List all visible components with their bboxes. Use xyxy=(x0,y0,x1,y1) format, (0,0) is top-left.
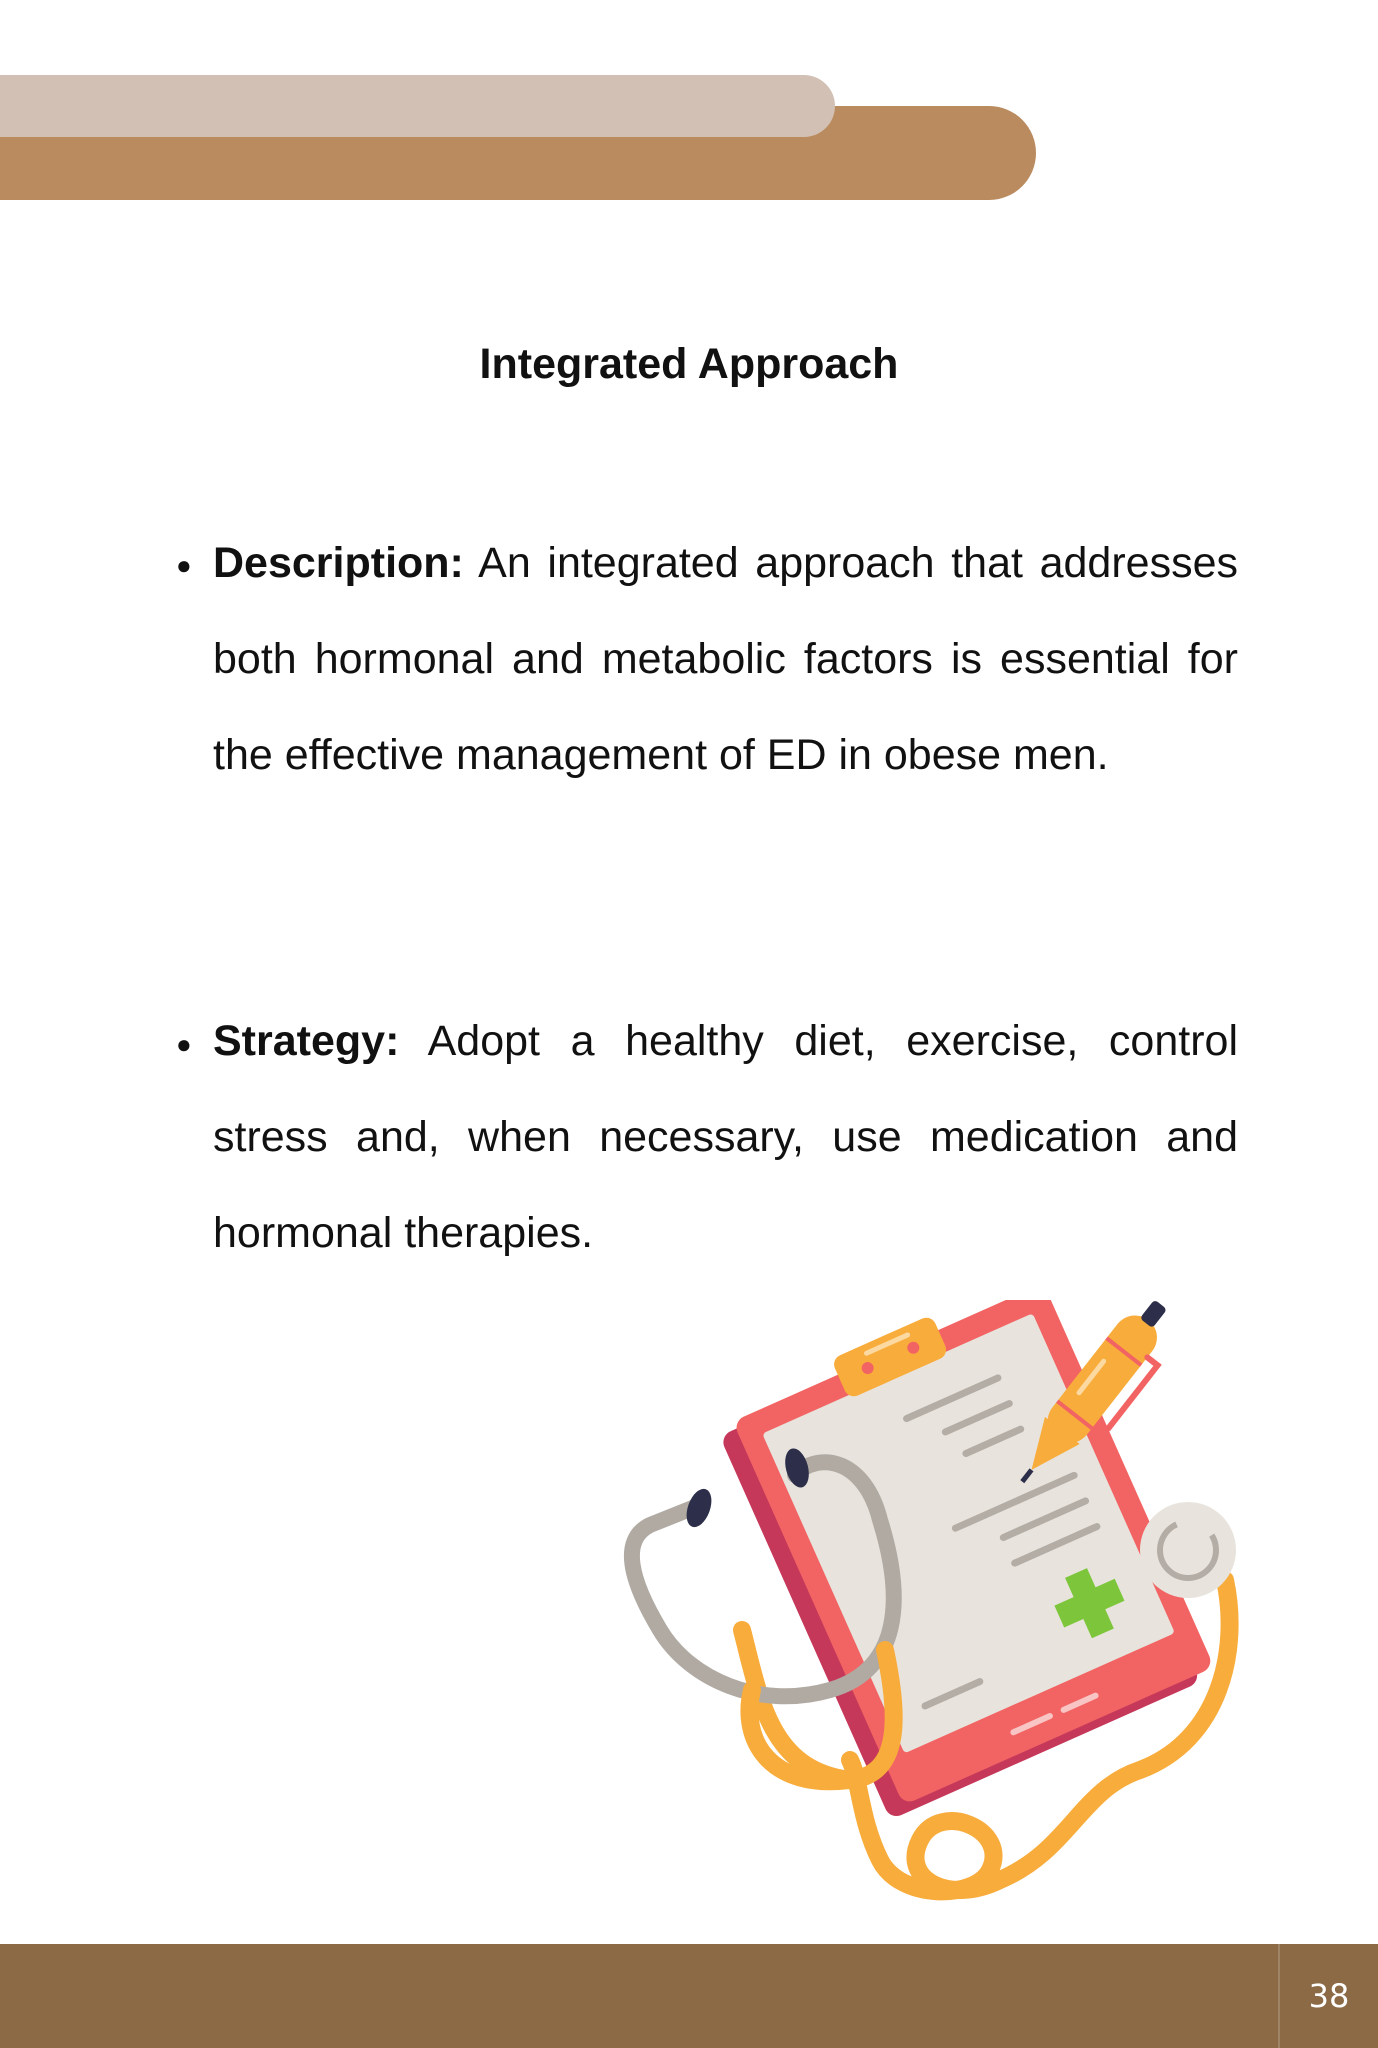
item-label: Strategy: xyxy=(213,1017,400,1065)
page-title: Integrated Approach xyxy=(479,340,899,388)
page-number: 38 xyxy=(1308,1977,1350,2015)
list-item-strategy xyxy=(213,993,1238,1281)
item-text: Adopt a healthy diet, exercise, control stress and, when necessary, use medication and hormonal therapies. xyxy=(213,1017,1238,1257)
header-bar-front xyxy=(0,75,835,137)
footer-bar xyxy=(0,1944,1378,2048)
bullet-dot-icon: ● xyxy=(176,550,192,580)
list-item-description xyxy=(213,515,1238,803)
item-text: An integrated approach that addresses both hormonal and metabolic factors is essential for the effective management of ED in obese men. xyxy=(213,539,1238,779)
item-label: Description: xyxy=(213,539,464,587)
clipboard-stethoscope-illustration xyxy=(620,1300,1260,1920)
bullet-dot-icon: ● xyxy=(176,1029,192,1059)
